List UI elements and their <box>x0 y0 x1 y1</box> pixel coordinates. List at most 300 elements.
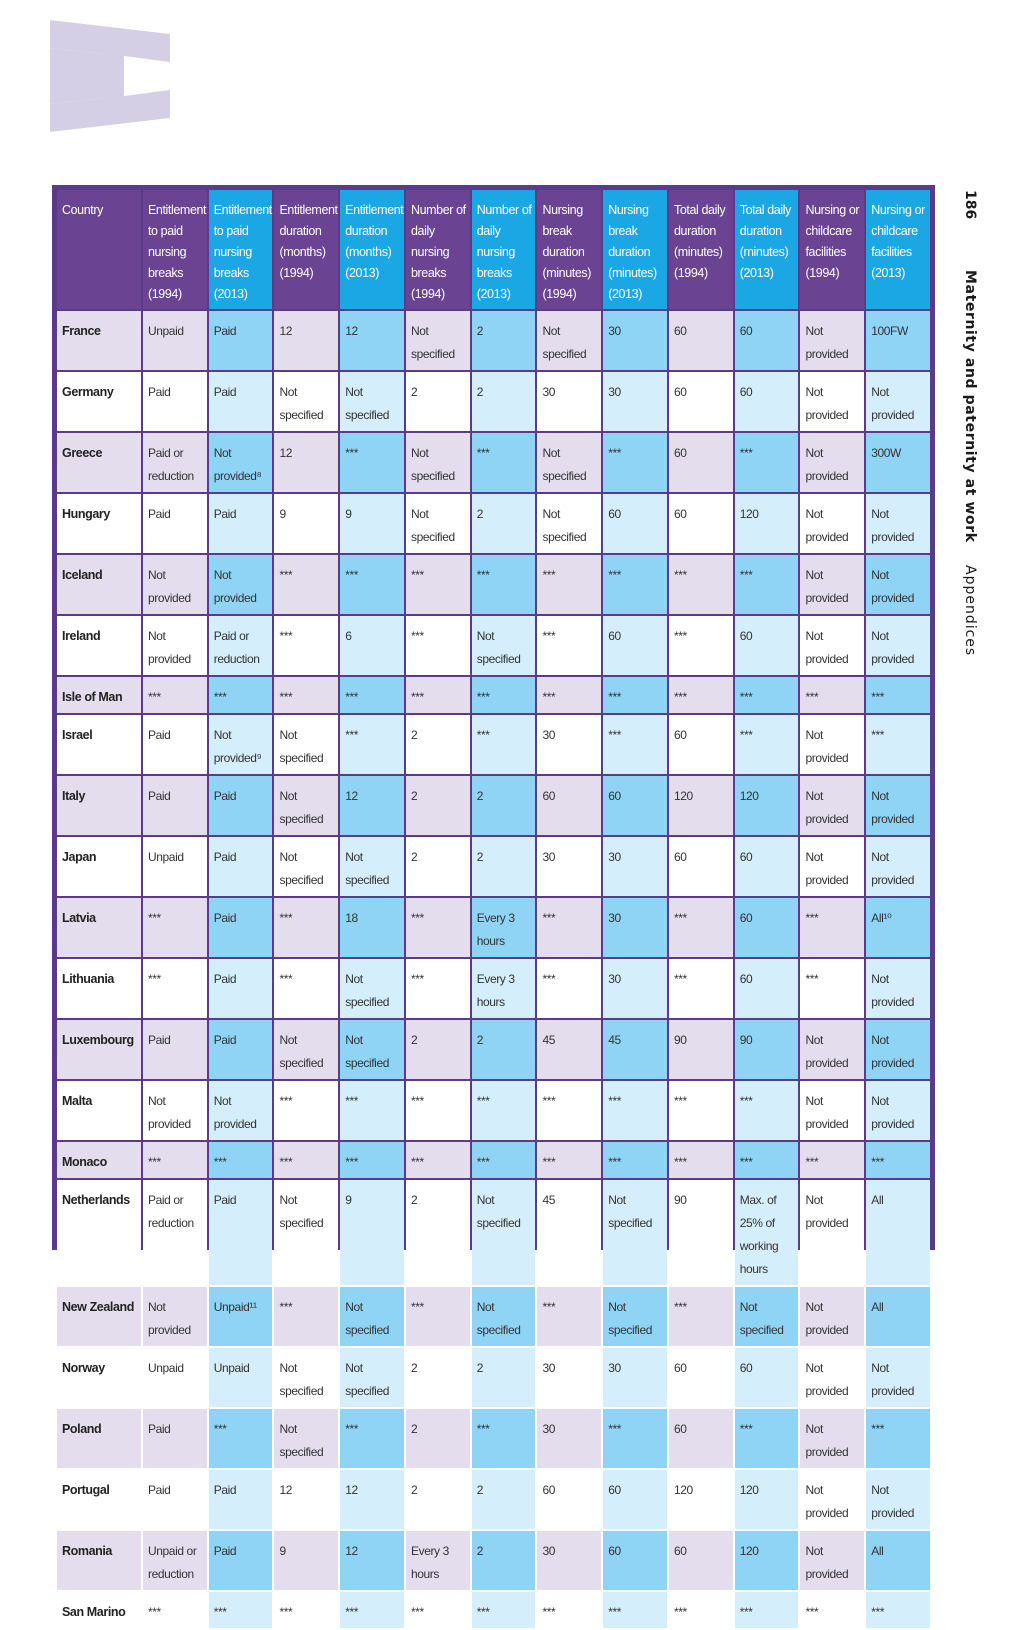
table-cell: Paid <box>209 837 273 896</box>
nursing-breaks-table-frame <box>52 185 935 1619</box>
country-cell: Japan <box>57 837 141 896</box>
table-cell: 60 <box>603 1470 667 1529</box>
table-cell: Unpaid <box>143 1348 207 1407</box>
table-cell: 2 <box>406 1470 470 1529</box>
table-cell: *** <box>537 555 601 614</box>
table-cell: *** <box>340 1142 404 1178</box>
table-cell: Not provided <box>800 1020 864 1079</box>
table-cell: *** <box>800 1142 864 1178</box>
table-cell: *** <box>472 1081 536 1140</box>
table-cell: *** <box>603 1081 667 1140</box>
table-cell: 45 <box>537 1020 601 1079</box>
table-cell: Not provided <box>800 1470 864 1529</box>
table-cell: *** <box>472 677 536 713</box>
table-cell: Not provided⁸ <box>209 433 273 492</box>
country-cell: Poland <box>57 1409 141 1468</box>
table-cell: Not provided <box>866 1020 930 1079</box>
country-cell: Lithuania <box>57 959 141 1018</box>
table-cell: *** <box>537 1142 601 1178</box>
table-cell: Not specified <box>472 1180 536 1285</box>
table-cell: *** <box>406 1287 470 1346</box>
table-cell: *** <box>800 1592 864 1628</box>
table-cell: *** <box>143 1592 207 1628</box>
table-cell: 120 <box>735 776 799 835</box>
table-cell: Every 3 hours <box>472 898 536 957</box>
table-cell: *** <box>735 555 799 614</box>
table-cell: Not specified <box>274 1409 338 1468</box>
table-cell: All <box>866 1287 930 1346</box>
table-cell: *** <box>537 1592 601 1628</box>
table-cell: 9 <box>274 494 338 553</box>
table-row <box>57 616 930 675</box>
table-cell: *** <box>866 1409 930 1468</box>
country-cell: Luxembourg <box>57 1020 141 1079</box>
table-row <box>57 1531 930 1590</box>
table-cell: *** <box>800 959 864 1018</box>
table-cell: *** <box>669 555 733 614</box>
table-cell: 120 <box>735 1470 799 1529</box>
table-cell: Not provided <box>800 616 864 675</box>
table-cell: *** <box>340 1409 404 1468</box>
table-cell: *** <box>669 1081 733 1140</box>
table-cell: 2 <box>406 1409 470 1468</box>
table-cell: Paid <box>209 311 273 370</box>
table-cell: 6 <box>340 616 404 675</box>
table-cell: Unpaid <box>209 1348 273 1407</box>
table-cell: Not provided <box>866 776 930 835</box>
table-cell: Not provided <box>800 837 864 896</box>
table-cell: Paid <box>209 776 273 835</box>
table-cell: *** <box>340 1592 404 1628</box>
table-cell: *** <box>669 1287 733 1346</box>
table-cell: All <box>866 1531 930 1590</box>
table-cell: 60 <box>669 433 733 492</box>
country-cell: Isle of Man <box>57 677 141 713</box>
table-cell: Not specified <box>340 959 404 1018</box>
table-cell: Not specified <box>340 372 404 431</box>
table-cell: 45 <box>537 1180 601 1285</box>
table-cell: Paid <box>209 1470 273 1529</box>
table-cell: *** <box>537 898 601 957</box>
table-cell: Paid <box>143 372 207 431</box>
table-cell: *** <box>537 1081 601 1140</box>
table-cell: 60 <box>669 311 733 370</box>
table-cell: Every 3 hours <box>472 959 536 1018</box>
table-row <box>57 959 930 1018</box>
table-cell: Not specified <box>537 494 601 553</box>
table-cell: Not provided <box>866 616 930 675</box>
table-cell: 30 <box>537 1409 601 1468</box>
table-cell: 12 <box>340 776 404 835</box>
table-cell: Not provided <box>866 1348 930 1407</box>
table-cell: *** <box>537 677 601 713</box>
table-cell: Not specified <box>340 1020 404 1079</box>
table-cell: *** <box>406 555 470 614</box>
table-row <box>57 1142 930 1178</box>
table-cell: *** <box>472 715 536 774</box>
table-cell: Every 3 hours <box>406 1531 470 1590</box>
table-cell: Paid or reduction <box>143 1180 207 1285</box>
table-cell: *** <box>735 677 799 713</box>
table-cell: 100FW <box>866 311 930 370</box>
country-cell: Portugal <box>57 1470 141 1529</box>
table-cell: 30 <box>603 959 667 1018</box>
table-cell: 300W <box>866 433 930 492</box>
table-cell: Not specified <box>274 1180 338 1285</box>
table-cell: 30 <box>603 372 667 431</box>
table-cell: 60 <box>735 959 799 1018</box>
table-cell: Not provided <box>800 433 864 492</box>
column-header: Number of daily nursing breaks (1994) <box>406 190 470 309</box>
column-header: Entitlement duration (months) (1994) <box>274 190 338 309</box>
table-row <box>57 433 930 492</box>
table-cell: Not provided <box>800 715 864 774</box>
table-cell: 120 <box>735 1531 799 1590</box>
table-cell: Unpaid¹¹ <box>209 1287 273 1346</box>
table-cell: 60 <box>603 1531 667 1590</box>
table-cell: Not provided <box>800 1180 864 1285</box>
table-cell: Paid <box>209 1180 273 1285</box>
table-cell: Not provided <box>800 1287 864 1346</box>
table-cell: *** <box>603 1592 667 1628</box>
table-cell: Not provided <box>800 555 864 614</box>
country-cell: Germany <box>57 372 141 431</box>
table-cell: Not specified <box>340 1287 404 1346</box>
table-cell: 2 <box>472 1470 536 1529</box>
table-cell: 60 <box>669 837 733 896</box>
table-cell: Max. of 25% of working hours <box>735 1180 799 1285</box>
table-cell: 2 <box>472 837 536 896</box>
table-cell: *** <box>340 433 404 492</box>
table-cell: Not specified <box>472 1287 536 1346</box>
table-cell: *** <box>669 959 733 1018</box>
table-cell: 60 <box>669 372 733 431</box>
table-cell: Not provided <box>866 555 930 614</box>
table-cell: *** <box>406 1592 470 1628</box>
table-cell: *** <box>669 677 733 713</box>
table-cell: 30 <box>537 715 601 774</box>
country-cell: Israel <box>57 715 141 774</box>
table-cell: 30 <box>603 311 667 370</box>
table-cell: 90 <box>669 1020 733 1079</box>
page-number: 186 <box>962 190 978 220</box>
section-letter-graphic <box>50 20 170 132</box>
table-cell: 2 <box>406 776 470 835</box>
table-cell: Not specified <box>274 776 338 835</box>
table-cell: Not specified <box>406 433 470 492</box>
table-cell: 2 <box>472 311 536 370</box>
table-row <box>57 1348 930 1407</box>
table-cell: 60 <box>537 1470 601 1529</box>
table-cell: *** <box>603 433 667 492</box>
table-cell: 12 <box>274 1470 338 1529</box>
table-cell: *** <box>143 898 207 957</box>
column-header: Nursing break duration (minutes) (2013) <box>603 190 667 309</box>
table-cell: *** <box>143 677 207 713</box>
table-cell: *** <box>406 1081 470 1140</box>
table-cell: *** <box>603 1142 667 1178</box>
table-cell: Paid <box>209 372 273 431</box>
table-cell: 60 <box>735 616 799 675</box>
table-row <box>57 1081 930 1140</box>
table-cell: Not provided <box>143 1287 207 1346</box>
table-cell: *** <box>735 1081 799 1140</box>
table-header-row <box>57 190 930 309</box>
table-cell: Not specified <box>274 1348 338 1407</box>
column-header: Nursing or childcare facilities (1994) <box>800 190 864 309</box>
table-cell: Not specified <box>274 372 338 431</box>
table-row <box>57 837 930 896</box>
country-cell: Malta <box>57 1081 141 1140</box>
table-row <box>57 1409 930 1468</box>
table-cell: *** <box>406 898 470 957</box>
column-header: Total daily duration (minutes) (2013) <box>735 190 799 309</box>
table-cell: Paid <box>143 494 207 553</box>
table-cell: Paid <box>143 1020 207 1079</box>
table-cell: All¹⁰ <box>866 898 930 957</box>
table-cell: 120 <box>735 494 799 553</box>
table-cell: *** <box>209 1409 273 1468</box>
table-cell: 2 <box>406 837 470 896</box>
table-cell: *** <box>340 715 404 774</box>
table-cell: 9 <box>340 494 404 553</box>
table-cell: Not provided <box>800 1348 864 1407</box>
table-row <box>57 1180 930 1285</box>
table-cell: 12 <box>340 1470 404 1529</box>
table-cell: Paid <box>143 1470 207 1529</box>
table-cell: *** <box>209 677 273 713</box>
table-cell: Not specified <box>735 1287 799 1346</box>
table-cell: Not provided <box>866 837 930 896</box>
table-row <box>57 677 930 713</box>
table-cell: 2 <box>406 1020 470 1079</box>
country-cell: Romania <box>57 1531 141 1590</box>
table-cell: Not provided <box>143 555 207 614</box>
table-cell: *** <box>669 1142 733 1178</box>
table-cell: *** <box>735 433 799 492</box>
table-row <box>57 555 930 614</box>
table-cell: Not provided <box>800 311 864 370</box>
table-cell: 60 <box>735 837 799 896</box>
side-running-header <box>962 190 978 656</box>
table-cell: *** <box>143 1142 207 1178</box>
column-header: Number of daily nursing breaks (2013) <box>472 190 536 309</box>
table-cell: 30 <box>537 1531 601 1590</box>
table-cell: 60 <box>669 1409 733 1468</box>
table-cell: *** <box>406 677 470 713</box>
table-cell: 18 <box>340 898 404 957</box>
table-cell: 60 <box>735 372 799 431</box>
table-cell: Not provided <box>800 1531 864 1590</box>
column-header: Nursing or childcare facilities (2013) <box>866 190 930 309</box>
table-cell: *** <box>735 1142 799 1178</box>
table-cell: Not specified <box>406 494 470 553</box>
country-cell: Norway <box>57 1348 141 1407</box>
table-cell: Not specified <box>472 616 536 675</box>
table-cell: 2 <box>406 372 470 431</box>
table-cell: *** <box>603 715 667 774</box>
table-cell: Not provided <box>209 555 273 614</box>
table-cell: *** <box>274 1592 338 1628</box>
table-cell: 60 <box>603 494 667 553</box>
table-cell: *** <box>800 898 864 957</box>
table-row <box>57 776 930 835</box>
table-cell: Paid <box>209 898 273 957</box>
table-cell: *** <box>866 677 930 713</box>
table-cell: 60 <box>669 715 733 774</box>
table-cell: 2 <box>472 1020 536 1079</box>
table-cell: Paid <box>143 1409 207 1468</box>
table-cell: Not provided <box>866 494 930 553</box>
table-cell: *** <box>537 959 601 1018</box>
table-cell: Not specified <box>274 837 338 896</box>
country-cell: Ireland <box>57 616 141 675</box>
table-cell: 12 <box>274 433 338 492</box>
table-cell: *** <box>472 1142 536 1178</box>
table-cell: Paid <box>143 715 207 774</box>
column-header: Total daily duration (minutes) (1994) <box>669 190 733 309</box>
header-country: Country <box>57 190 141 309</box>
document-title: Maternity and paternity at work <box>962 269 978 543</box>
table-cell: Not specified <box>537 311 601 370</box>
table-cell: *** <box>406 616 470 675</box>
table-cell: Not specified <box>340 1348 404 1407</box>
table-row <box>57 311 930 370</box>
table-cell: *** <box>274 1287 338 1346</box>
table-cell: *** <box>274 616 338 675</box>
table-cell: Not specified <box>274 1020 338 1079</box>
table-cell: *** <box>143 959 207 1018</box>
section-name: Appendices <box>962 564 978 656</box>
country-cell: France <box>57 311 141 370</box>
column-header: Entitlement to paid nursing breaks (2013) <box>209 190 273 309</box>
table-row <box>57 898 930 957</box>
country-cell: Iceland <box>57 555 141 614</box>
table-cell: 30 <box>537 372 601 431</box>
table-cell: *** <box>537 1287 601 1346</box>
table-cell: 60 <box>537 776 601 835</box>
table-cell: 60 <box>669 1531 733 1590</box>
table-cell: Not provided <box>209 1081 273 1140</box>
table-cell: *** <box>274 555 338 614</box>
table-cell: Unpaid <box>143 311 207 370</box>
table-cell: Not specified <box>603 1287 667 1346</box>
table-cell: Paid <box>209 1020 273 1079</box>
table-cell: 12 <box>340 311 404 370</box>
table-cell: 30 <box>537 837 601 896</box>
table-cell: 90 <box>669 1180 733 1285</box>
table-cell: 60 <box>603 616 667 675</box>
table-cell: 2 <box>472 494 536 553</box>
table-cell: *** <box>735 1409 799 1468</box>
table-cell: *** <box>866 1592 930 1628</box>
table-cell: Not provided <box>800 372 864 431</box>
table-cell: Not specified <box>603 1180 667 1285</box>
table-row <box>57 1020 930 1079</box>
table-cell: 2 <box>472 372 536 431</box>
table-cell: *** <box>669 898 733 957</box>
table-cell: Not specified <box>274 715 338 774</box>
table-cell: 60 <box>669 494 733 553</box>
table-cell: Not provided <box>800 1409 864 1468</box>
table-cell: 12 <box>274 311 338 370</box>
table-cell: Not specified <box>340 837 404 896</box>
table-cell: Paid or reduction <box>209 616 273 675</box>
country-cell: Greece <box>57 433 141 492</box>
table-cell: 30 <box>603 1348 667 1407</box>
table-cell: All <box>866 1180 930 1285</box>
table-cell: 2 <box>406 1180 470 1285</box>
table-cell: Not specified <box>537 433 601 492</box>
table-cell: Not specified <box>406 311 470 370</box>
table-cell: *** <box>603 555 667 614</box>
country-cell: Latvia <box>57 898 141 957</box>
table-cell: 30 <box>537 1348 601 1407</box>
table-cell: *** <box>274 1142 338 1178</box>
table-cell: *** <box>209 1142 273 1178</box>
table-cell: Paid <box>143 776 207 835</box>
table-cell: 2 <box>472 776 536 835</box>
table-cell: 30 <box>603 898 667 957</box>
table-cell: *** <box>472 1592 536 1628</box>
table-cell: Not provided <box>143 1081 207 1140</box>
table-cell: 2 <box>406 1348 470 1407</box>
table-cell: 120 <box>669 1470 733 1529</box>
table-cell: 90 <box>735 1020 799 1079</box>
table-cell: 60 <box>735 311 799 370</box>
table-cell: Unpaid <box>143 837 207 896</box>
table-cell: *** <box>735 715 799 774</box>
country-cell: New Zealand <box>57 1287 141 1346</box>
table-cell: Not provided <box>866 1081 930 1140</box>
table-cell: 60 <box>603 776 667 835</box>
table-cell: 9 <box>340 1180 404 1285</box>
country-cell: San Marino <box>57 1592 141 1628</box>
table-cell: 9 <box>274 1531 338 1590</box>
country-cell: Italy <box>57 776 141 835</box>
column-header: Entitlement duration (months) (2013) <box>340 190 404 309</box>
table-cell: 45 <box>603 1020 667 1079</box>
table-cell: Not provided <box>800 776 864 835</box>
table-cell: *** <box>669 616 733 675</box>
table-row <box>57 1470 930 1529</box>
table-cell: Not provided <box>866 372 930 431</box>
table-cell: *** <box>340 677 404 713</box>
table-row <box>57 715 930 774</box>
table-cell: *** <box>274 1081 338 1140</box>
table-cell: *** <box>406 1142 470 1178</box>
table-cell: *** <box>669 1592 733 1628</box>
table-cell: Not provided <box>866 1470 930 1529</box>
table-cell: *** <box>866 1142 930 1178</box>
table-row <box>57 494 930 553</box>
table-cell: *** <box>472 433 536 492</box>
country-cell: Netherlands <box>57 1180 141 1285</box>
table-cell: *** <box>340 555 404 614</box>
table-cell: 60 <box>669 1348 733 1407</box>
table-cell: Paid <box>209 494 273 553</box>
nursing-breaks-table <box>55 188 932 1630</box>
table-cell: *** <box>406 959 470 1018</box>
table-cell: *** <box>800 677 864 713</box>
table-cell: 2 <box>472 1348 536 1407</box>
table-cell: 120 <box>669 776 733 835</box>
table-cell: *** <box>735 1592 799 1628</box>
table-cell: Not provided <box>143 616 207 675</box>
table-cell: 12 <box>340 1531 404 1590</box>
table-cell: Not provided <box>800 494 864 553</box>
table-cell: *** <box>274 959 338 1018</box>
